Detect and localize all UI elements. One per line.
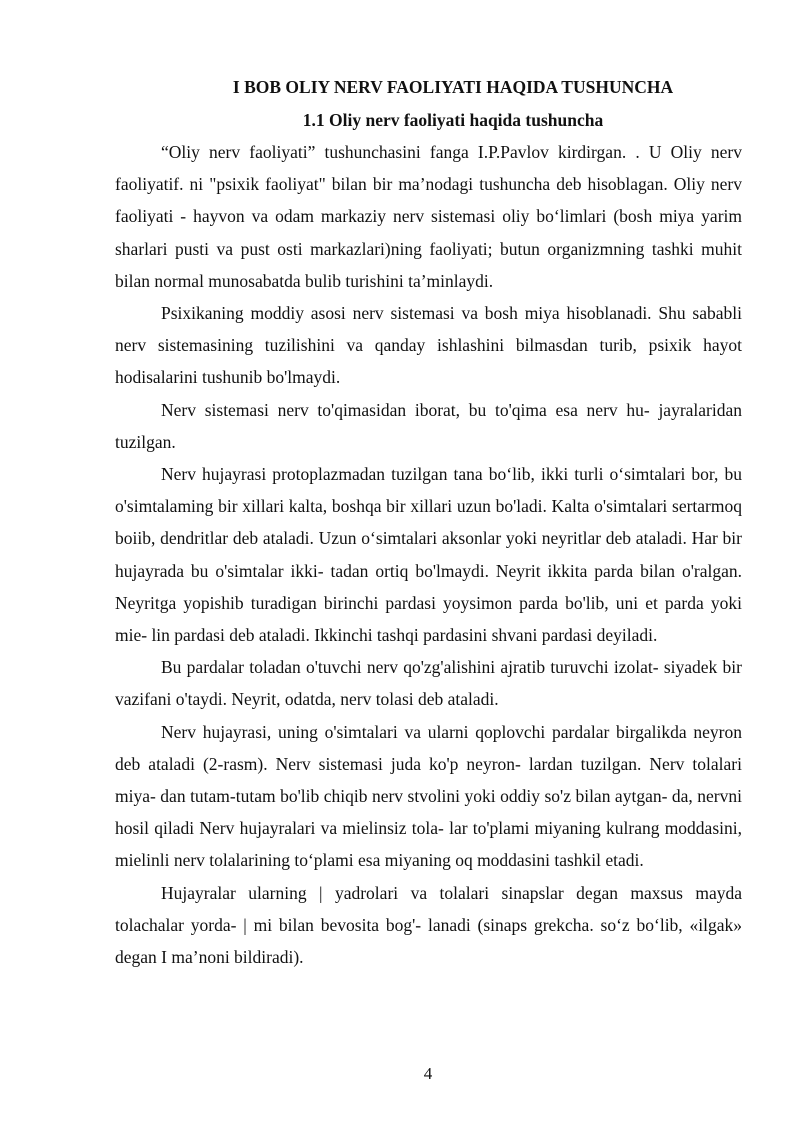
paragraph: Bu pardalar toladan o'tuvchi nerv qo'zg'alishini ajratib turuvchi izolat- siyadek bir vazifani o'taydi. Neyrit, odatda, nerv tolasi deb ataladi. xyxy=(115,657,742,710)
section-title: 1.1 Oliy nerv faoliyati haqida tushuncha xyxy=(302,110,604,130)
paragraph: Psixikaning moddiy asosi nerv sistemasi va bosh miya hisoblanadi. Shu sababli nerv sistemasining tuzilishini va qanday ishlashini bilmasdan turib, psixik hayot hodisalarini tushunib bo'lmaydi. xyxy=(115,303,742,388)
body-text xyxy=(115,136,742,973)
paragraph: Hujayralar ularning | yadrolari va tolalari sinapslar degan maxsus mayda tolachalar yorda- | mi bilan bevosita bog'- lanadi (sinaps grekcha. so‘z bo‘lib, «ilgak» degan I ma’noni bildiradi). xyxy=(115,882,742,968)
chapter-title: I BOB OLIY NERV FAOLIYATI HAQIDA TUSHUNCHA xyxy=(232,77,674,97)
paragraph: Nerv sistemasi nerv to'qimasidan iborat, bu to'qima esa nerv hu- jayralaridan tuzilgan. xyxy=(115,399,742,452)
paragraph: “Oliy nerv faoliyati” tushunchasini fanga I.P.Pavlov kirdirgan. . U Oliy nerv faoliyatif. ni "psixik faoliyat" bilan bir ma’nodagi tushuncha deb hisoblagan. Oliy nerv faoliyati - hayvon va odam markaziy nerv sistemasi oliy bo‘limlari (bosh miya yarim sharlari pusti va pust osti markazlari)ning faoliyati; butun organizmning tashki muhit bilan normal munosabatda bulib turishini ta’minlaydi. xyxy=(115,142,742,291)
paragraph: Nerv hujayrasi, uning o'simtalari va ularni qoplovchi pardalar birgalikda neyron deb ataladi (2-rasm). Nerv sistemasi juda ko'p neyron- lardan tuzilgan. Nerv tolalari miya- dan tutam-tutam bo'lib chiqib nerv stvolini yoki oddiy so'z bilan aytgan- da, nervni hosil qiladi Nerv hujayralari va mielinsiz tola- lar to'plami miyaning kulrang moddasini, mielinli nerv tolalarining to‘plami esa miyaning oq moddasini tashkil etadi. xyxy=(115,721,742,871)
paragraph: Nerv hujayrasi protoplazmadan tuzilgan tana bo‘lib, ikki turli o‘simtalari bor, bu o'simtalaming bir xillari kalta, boshqa bir xillari uzun bo'ladi. Kalta o'simtalari sertarmoq boiib, dendritlar deb ataladi. Uzun o‘simtalari aksonlar yoki neyritlar deb ataladi. Har bir hujayrada bu o'simtalar ikki- tadan ortiq bo'lmaydi. Neyrit ikkita parda bilan o'ralgan. Neyritga yopishib turadigan birinchi pardasi yoysimon parda bo'lib, uni et parda yoki mie- lin pardasi deb ataladi. Ikkinchi tashqi pardasini shvani pardasi deyiladi. xyxy=(115,464,742,646)
page-number: 4 xyxy=(423,1064,433,1083)
